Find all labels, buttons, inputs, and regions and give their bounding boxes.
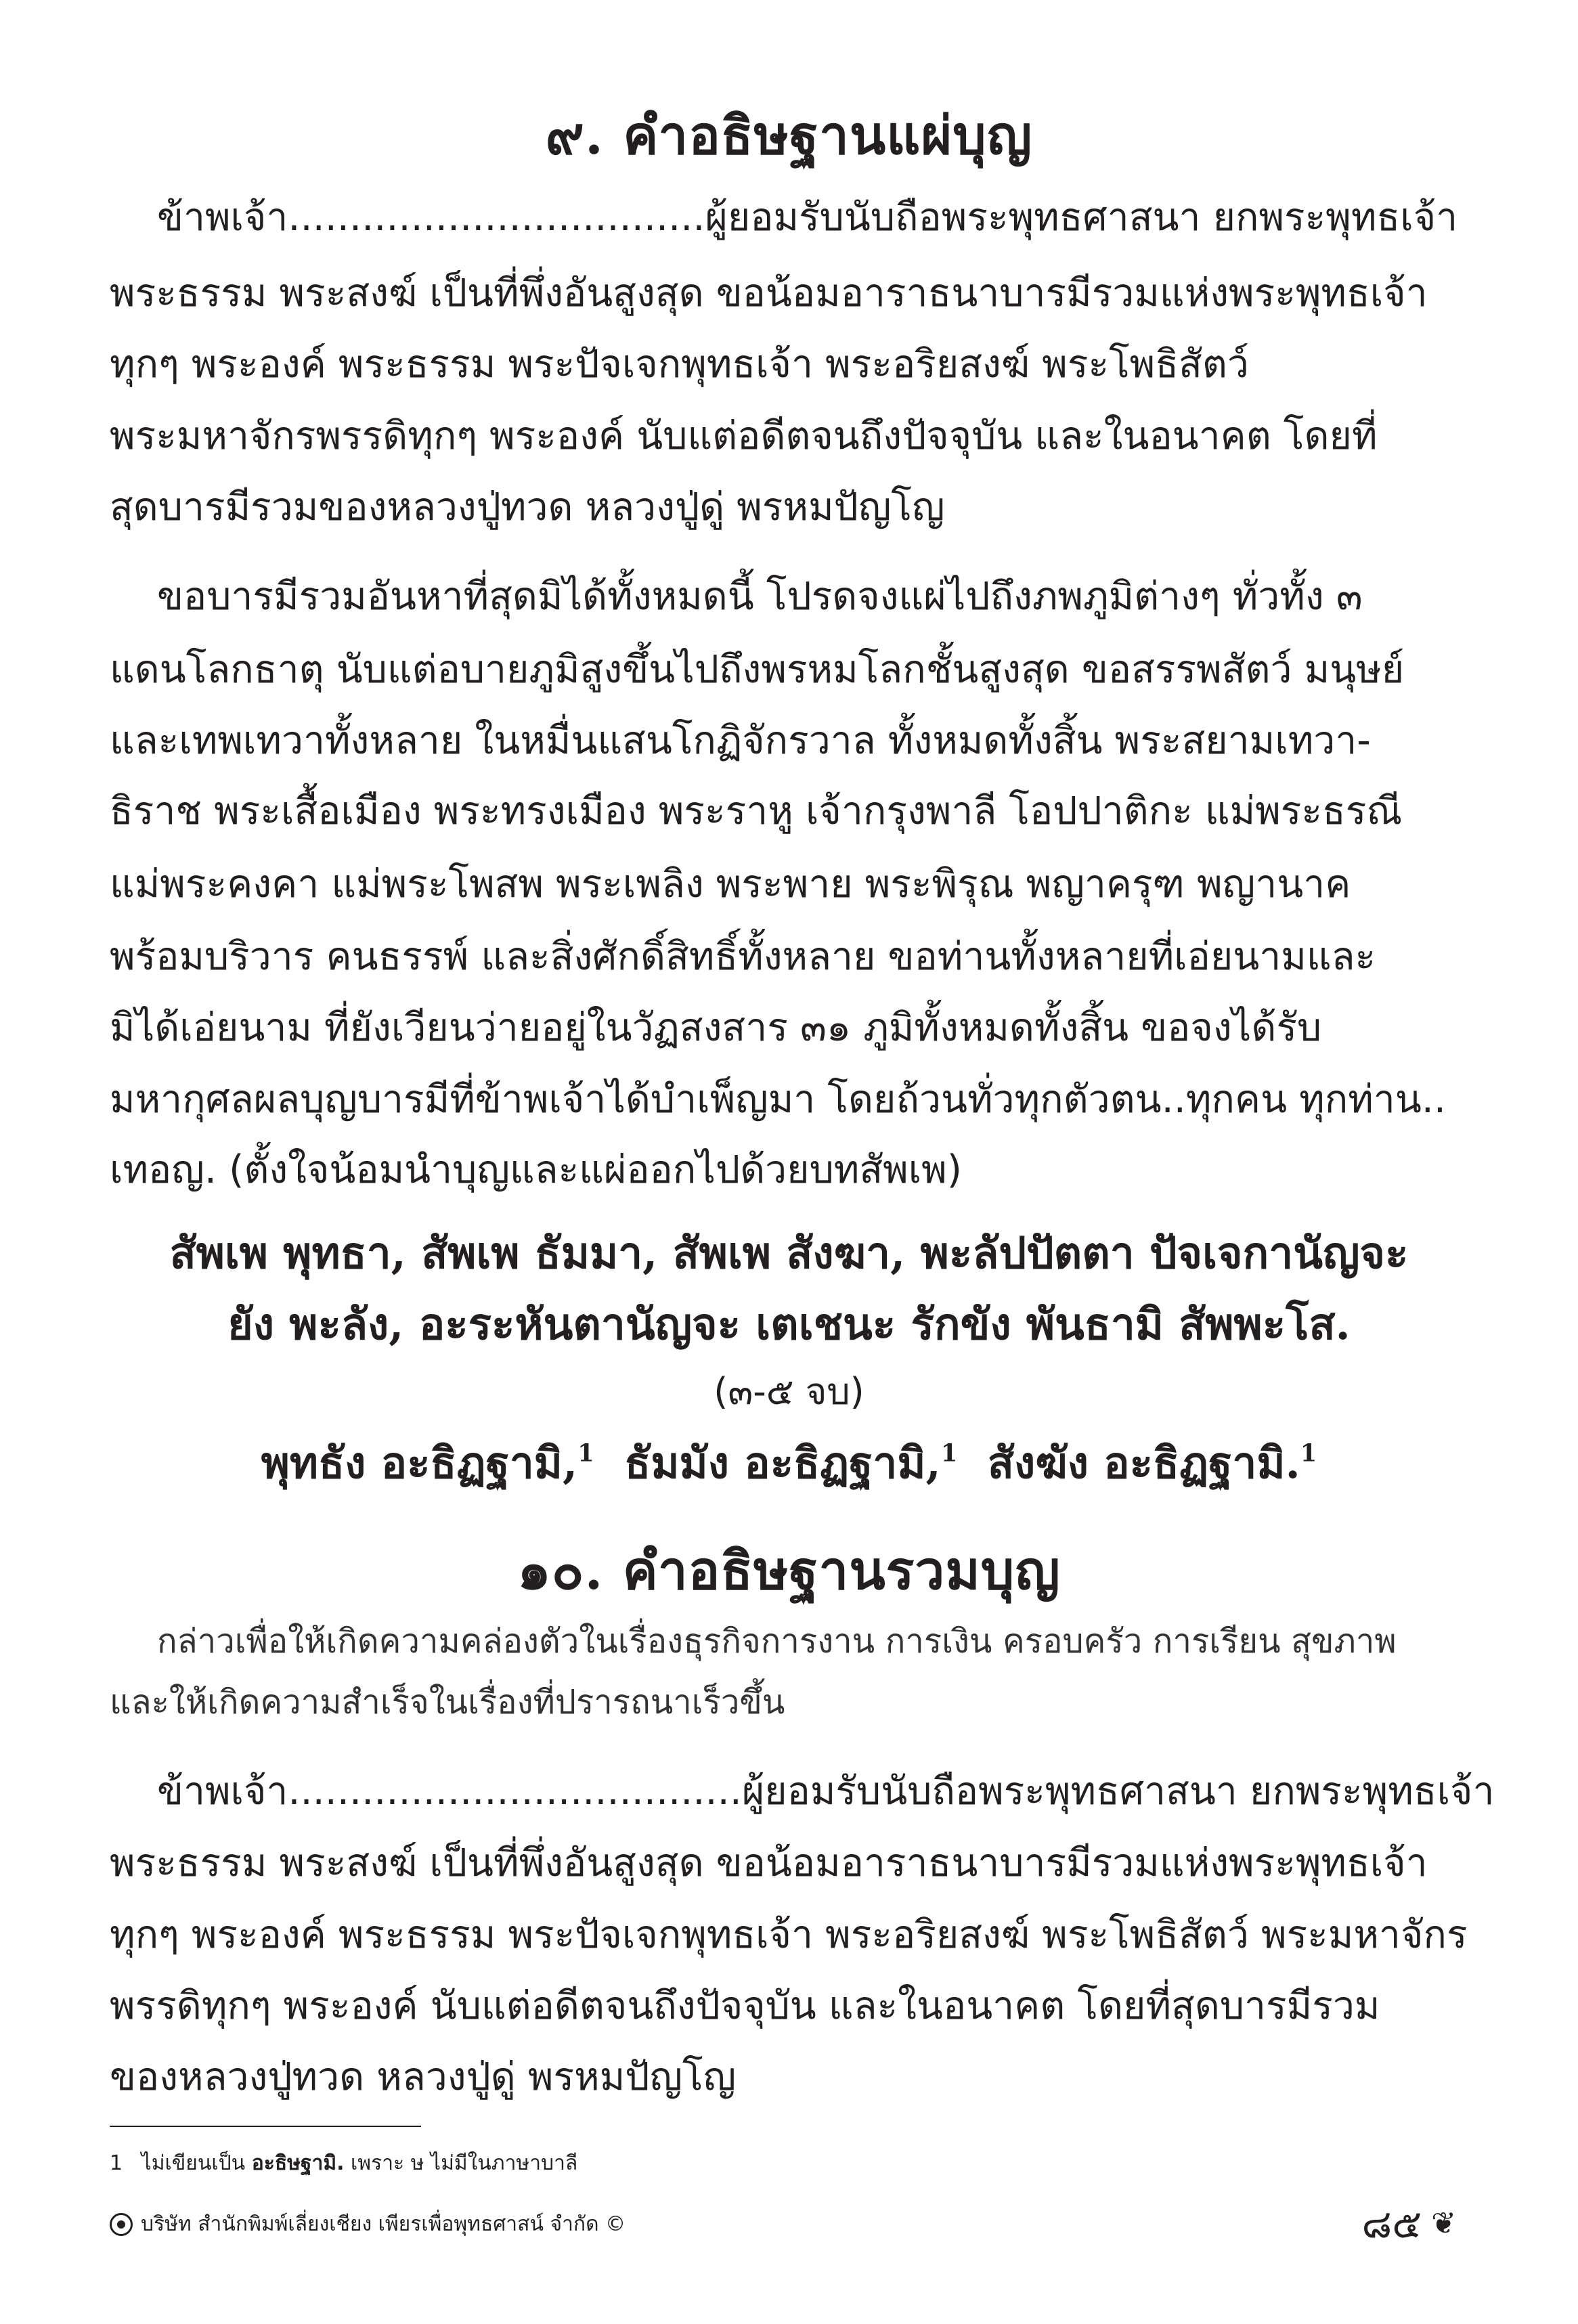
publisher-name: บริษัท สำนักพิมพ์เลี่ยงเชียง เพียรเพื่อพุทธศาสน์ จำกัด © [141, 2212, 626, 2236]
text-line: ธิราช พระเสื้อเมือง พระทรงเมือง พระราหู เจ้ากรุงพาลี โอปปาติกะ แม่พระธรณี [110, 789, 1403, 833]
section-9-title: ๙. คำอธิษฐานแผ่บุญ [545, 105, 1033, 167]
text-line: ข้าพเจ้า..................................ผู้ยอมรับนับถือพระพุทธศาสนา ยกพระพุทธเจ้า [157, 195, 1458, 240]
footnote-ref: 1 [940, 1439, 958, 1468]
text-line: และให้เกิดความสำเร็จในเรื่องที่ปรารถนาเร็วขึ้น [110, 1683, 785, 1722]
text-line: แม่พระคงคา แม่พระโพสพ พระเพลิง พระพาย พระพิรุณ พญาครุฑ พญานาค [110, 862, 1351, 906]
text-line: ของหลวงปู่ทวด หลวงปู่ดู่ พรหมปัญโญ [110, 2055, 737, 2099]
publisher-logo-icon [110, 2213, 133, 2236]
text-line: มิได้เอ่ยนาม ที่ยังเวียนว่ายอยู่ในวัฏสงสาร ๓๑ ภูมิทั้งหมดทั้งสิ้น ขอจงได้รับ [110, 1005, 1322, 1050]
repeat-note: (๓-๕ จบ) [714, 1370, 864, 1413]
chant-line: สัพเพ พุทธา, สัพเพ ธัมมา, สัพเพ สังฆา, พะลัปปัตตา ปัจเจกานัญจะ [169, 1228, 1409, 1279]
text-line: พระธรรม พระสงฆ์ เป็นที่พึ่งอันสูงสุด ขอน้อมอาราธนาบารมีรวมแห่งพระพุทธเจ้า [110, 271, 1428, 315]
footnote-text-pre: ไม่เขียนเป็น [141, 2151, 246, 2175]
text-line: สุดบารมีรวมของหลวงปู่ทวด หลวงปู่ดู่ พรหมปัญโญ [110, 485, 945, 529]
text-line: พรรดิทุกๆ พระองค์ นับแต่อดีตจนถึงปัจจุบัน และในอนาคต โดยที่สุดบารมีรวม [110, 1983, 1380, 2028]
page-number: ๘๕ [1361, 2201, 1422, 2247]
adhitthana-line [0, 1428, 1578, 1497]
publisher-footer [110, 2208, 626, 2240]
text-line: ขอบารมีรวมอันหาที่สุดมิได้ทั้งหมดนี้ โปรดจงแผ่ไปถึงภพภูมิต่างๆ ทั่วทั้ง ๓ [157, 574, 1363, 619]
footnote [110, 2147, 577, 2179]
text-line: แดนโลกธาตุ นับแต่อบายภูมิสูงขึ้นไปถึงพรหมโลกชั้นสูงสุด ขอสรรพสัตว์ มนุษย์ [110, 647, 1405, 692]
text-line: ทุกๆ พระองค์ พระธรรม พระปัจเจกพุทธเจ้า พระอริยสงฆ์ พระโพธิสัตว์ [110, 342, 1249, 387]
text-line: มหากุศลผลบุญบารมีที่ข้าพเจ้าได้บำเพ็ญมา โดยถ้วนทั่วทุกตัวตน..ทุกคน ทุกท่าน.. [110, 1077, 1447, 1122]
text-line: กล่าวเพื่อให้เกิดความคล่องตัวในเรื่องธุรกิจการงาน การเงิน ครอบครัว การเรียน สุขภาพ [157, 1622, 1397, 1661]
flourish-icon: ❦ [1431, 2206, 1456, 2241]
adhitthana-dhamma: ธัมมัง อะธิฏฐามิ, [624, 1438, 941, 1489]
footnote-ref: 1 [1300, 1439, 1317, 1468]
text-line: พระธรรม พระสงฆ์ เป็นที่พึ่งอันสูงสุด ขอน้อมอาราธนาบารมีรวมแห่งพระพุทธเจ้า [110, 1841, 1428, 1885]
chant-line: ยัง พะลัง, อะระหันตานัญจะ เตเชนะ รักขัง พันธามิ สัพพะโส. [227, 1299, 1351, 1350]
adhitthana-sangha: สังฆัง อะธิฏฐามิ. [987, 1438, 1300, 1489]
footnote-text-post: เพราะ ษ ไม่มีในภาษาบาลี [351, 2151, 578, 2175]
text-line: พระมหาจักรพรรดิทุกๆ พระองค์ นับแต่อดีตจนถึงปัจจุบัน และในอนาคต โดยที่ [110, 414, 1378, 458]
footnote-number: 1 [110, 2151, 123, 2175]
text-line: ทุกๆ พระองค์ พระธรรม พระปัจเจกพุทธเจ้า พระอริยสงฆ์ พระโพธิสัตว์ พระมหาจักร [110, 1912, 1468, 1957]
footnote-ref: 1 [577, 1439, 594, 1468]
text-line: พร้อมบริวาร คนธรรพ์ และสิ่งศักดิ์สิทธิ์ทั้งหลาย ขอท่านทั้งหลายที่เอ่ยนามและ [110, 934, 1376, 979]
footnote-divider [110, 2126, 421, 2127]
text-line: ข้าพเจ้า.....................................ผู้ยอมรับนับถือพระพุทธศาสนา ยกพระพุทธเจ้า [157, 1769, 1495, 1814]
page-number-block [1361, 2192, 1456, 2255]
footnote-text-bold: อะธิษฐามิ. [251, 2151, 345, 2175]
section-10-title: ๑๐. คำอธิษฐานรวมบุญ [517, 1540, 1061, 1602]
adhitthana-buddha: พุทธัง อะธิฏฐามิ, [261, 1438, 578, 1489]
text-line: เทอญ. (ตั้งใจน้อมนำบุญและแผ่ออกไปด้วยบทสัพเพ) [110, 1147, 962, 1192]
text-line: และเทพเทวาทั้งหลาย ในหมื่นแสนโกฏิจักรวาล ทั้งหมดทั้งสิ้น พระสยามเทวา- [110, 718, 1371, 763]
